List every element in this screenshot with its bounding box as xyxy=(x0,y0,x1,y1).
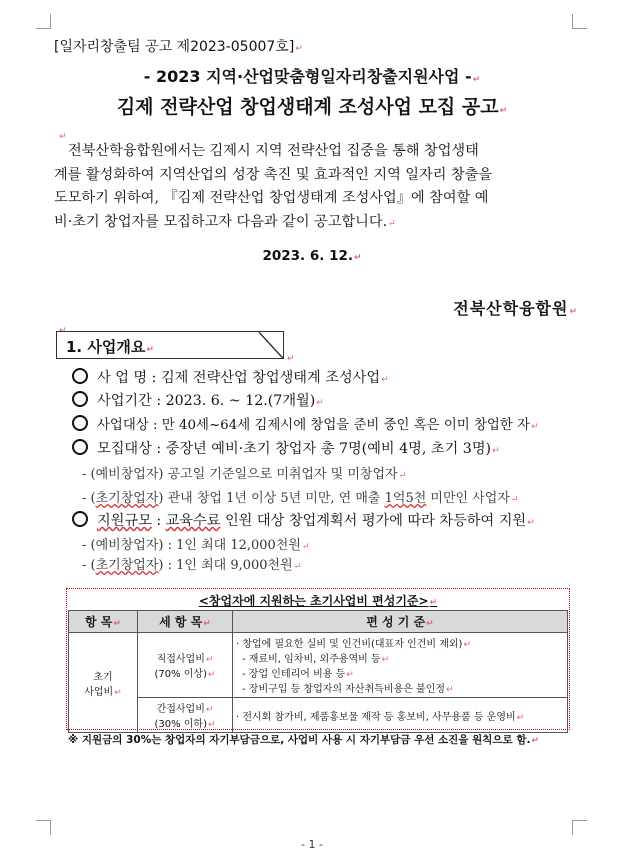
blank-paragraph-mark: ↵ xyxy=(59,132,67,142)
circle-bullet-icon xyxy=(72,391,88,407)
item-project-target: 사업대상 : 만 40세~64세 김제시에 창업을 준비 중인 혹은 이미 창업한 자↵ xyxy=(72,414,539,433)
direct-cost-line: (70% 이상)↵ xyxy=(154,669,216,680)
organization-name: 전북산학융합원↵ xyxy=(453,299,578,318)
recruit-sub-item: - (예비창업자) 공고일 기준일으로 미취업자 및 미창업자↵ xyxy=(82,467,407,482)
criteria-line: - 재료비, 임차비, 외주용역비 등↵ xyxy=(242,654,390,665)
direct-criteria-cell xyxy=(233,633,568,698)
notice-number: [일자리창출팀 공고 제2023-05007호]↵ xyxy=(54,39,303,55)
header-criteria: 편 성 기 준↵ xyxy=(233,611,568,633)
indirect-criteria-cell xyxy=(233,698,568,733)
table-caption: <창업자에 지원하는 초기사업비 편성기준>↵ xyxy=(198,594,438,608)
crop-mark-top-left xyxy=(36,14,51,29)
budget-table xyxy=(68,610,568,733)
footnote: ※ 지원금의 30%는 창업자의 자기부담금으로, 사업비 사용 시 자기부담금 우선 소진을 원칙으로 함.↵ xyxy=(68,734,540,746)
item-project-name: 사 업 명 : 김제 전략산업 창업생태계 조성사업↵ xyxy=(72,367,389,387)
intro-line: 계를 활성화하여 지역산업의 성장 촉진 및 효과적인 지역 일자리 창출을 xyxy=(54,166,493,183)
table-row xyxy=(69,698,568,733)
criteria-line: · 창업에 필요한 실비 및 인건비(대표자 인건비 제외)↵ xyxy=(236,639,471,650)
title-line-2: 김제 전략산업 창업생태계 조성사업 모집 공고↵ xyxy=(116,96,508,118)
crop-mark-bottom-left xyxy=(36,820,51,835)
section-box-corner xyxy=(259,332,283,358)
intro-paragraph xyxy=(54,140,574,236)
notice-date: 2023. 6. 12.↵ xyxy=(262,248,362,264)
item-project-period: 사업기간 : 2023. 6. ~ 12.(7개월)↵ xyxy=(72,390,324,410)
section-title: 1. 사업개요↵ xyxy=(66,338,154,356)
circle-bullet-icon xyxy=(72,415,88,431)
scale-sub-item: - (예비창업자) : 1인 최대 12,000천원↵ xyxy=(82,538,310,553)
direct-cost-line: 직접사업비↵ xyxy=(156,654,214,665)
indirect-cost-line: 간접사업비↵ xyxy=(156,704,214,715)
scale-sub-item: - (초기창업자) : 1인 최대 9,000천원↵ xyxy=(82,558,302,573)
item-support-scale: 지원규모 : 교육수료 인원 대상 창업계획서 평가에 따라 차등하여 지원↵ xyxy=(72,510,535,530)
category-line: 사업비↵ xyxy=(84,686,122,698)
circle-bullet-icon xyxy=(72,511,88,527)
table-row xyxy=(69,633,568,698)
paragraph-mark: ↵ xyxy=(287,354,295,364)
direct-cost-cell xyxy=(138,633,233,698)
category-cell xyxy=(69,633,138,733)
indirect-cost-line: (30% 이하)↵ xyxy=(154,719,216,730)
intro-line: 비·초기 창업자를 모집하고자 다음과 같이 공고합니다.↵ xyxy=(54,213,396,230)
table-header-row xyxy=(69,611,568,633)
criteria-line: - 장비구입 등 창업자의 자산취득비용은 불인정↵ xyxy=(242,684,454,695)
title-line-1: - 2023 지역·산업맞춤형일자리창출지원사업 -↵ xyxy=(143,67,481,86)
page-number: - 1 - xyxy=(301,838,323,851)
header-category: 항 목↵ xyxy=(69,611,138,633)
item-recruit-target: 모집대상 : 중장년 예비·초기 창업자 총 7명(예비 4명, 초기 3명)↵ xyxy=(72,438,500,458)
blank-paragraph-mark: ↵ xyxy=(59,326,67,336)
header-subcategory: 세 항 목↵ xyxy=(138,611,233,633)
criteria-line: · 전시회 참가비, 제품홍보물 제작 등 홍보비, 사무용품 등 운영비↵ xyxy=(236,711,525,723)
crop-mark-top-right xyxy=(572,14,587,29)
circle-bullet-icon xyxy=(72,368,88,384)
intro-line: 도모하기 위하여, 『김제 전략산업 창업생태계 조성사업』에 참여할 예 xyxy=(54,190,489,206)
indirect-cost-cell xyxy=(138,698,233,733)
recruit-sub-item: - (초기창업자) 관내 창업 1년 이상 5년 미만, 연 매출 1억5천 미만인 사업자↵ xyxy=(82,491,519,506)
category-line: 초기 xyxy=(93,671,113,683)
circle-bullet-icon xyxy=(72,439,88,455)
criteria-line: - 장업 인테리어 비용 등↵ xyxy=(242,669,354,680)
intro-line: 전북산학융합원에서는 김제시 지역 전략산업 집중을 통해 창업생태 xyxy=(68,143,479,159)
crop-mark-bottom-right xyxy=(572,820,587,835)
